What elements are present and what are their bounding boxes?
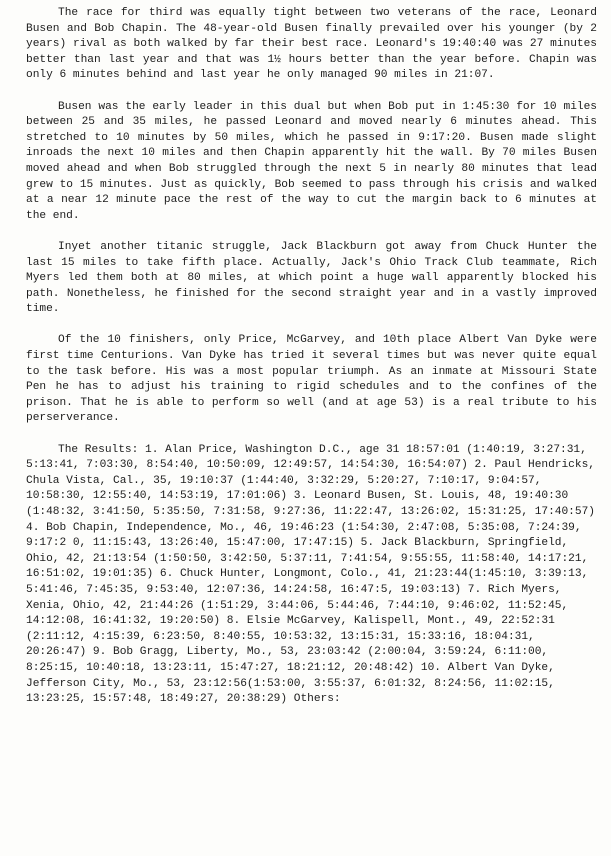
paragraph-third-place-race: The race for third was equally tight between two veterans of the race, Leonard Busen and Bob Chapin. The 48-year-old Busen finally prevailed over his younger (by 2 years) rival as both walked by far their best race. Leonard's 19:40:40 was 27 minutes better than last year and that was 1½ hours better than the year before. Chapin was only 6 minutes behind and last year he only managed 90 miles in 21:07. — [26, 7, 597, 82]
paragraph-blackburn-hunter: Inyet another titanic struggle, Jack Blackburn got away from Chuck Hunter the last 15 miles to take fifth place. Actually, Jack's Ohio Track Club teammate, Rich Myers led them both at 80 miles, at which point a huge wall apparently blocked his path. Nonetheless, he finished for the second straight year and in a vastly improved time. — [26, 240, 597, 316]
paragraph-results: The Results: 1. Alan Price, Washington D.C., age 31 18:57:01 (1:40:19, 3:27:31, 5:13:41, 7:03:30, 8:54:40, 10:50:09, 12:49:57, 14:54:30, 16:54:07) 2. Paul Hendricks, Chula Vista, Cal., 35, 19:10:37 (1:44:40, 3:32:29, 5:20:27, 7:10:17, 9:04:57, 10:58:30, 12:55:40, 14:53:19, 17:01:06) 3. Leonard Busen, St. Louis, 48, 19:40:30 (1:48:32, 3:41:50, 5:35:50, 7:31:58, 9:27:36, 11:22:47, 13:26:02, 15:31:25, 17:40:57) 4. Bob Chapin, Independence, Mo., 46, 19:46:23 (1:54:30, 2:47:08, 5:35:08, 7:24:39, 9:17:2 0, 11:15:43, 13:26:40, 15:47:00, 17:47:15) 5. Jack Blackburn, Springfield, Ohio, 42, 21:13:54 (1:50:50, 3:42:50, 5:37:11, 7:41:54, 9:55:55, 11:58:40, 14:17:21, 16:51:02, 19:01:35) 6. Chuck Hunter, Longmont, Colo., 41, 21:23:44(1:45:10, 3:39:13, 5:41:46, 7:45:35, 9:53:40, 12:07:36, 14:24:58, 16:47:5, 19:03:13) 7. Rich Myers, Xenia, Ohio, 42, 21:44:26 (1:51:29, 3:44:06, 5:44:46, 7:44:10, 9:46:02, 11:52:45, 14:12:08, 16:41:32, 19:20:50) 8. Elsie McGarvey, Kalispell, Mont., 49, 22:52:31 (2:11:12, 4:15:39, 6:23:50, 8:40:55, 10:53:32, 13:15:31, 15:33:16, 18:04:31, 20:26:47) 9. Bob Gragg, Liberty, Mo., 53, 23:03:42 (2:00:04, 3:59:24, 6:11:00, 8:25:15, 10:40:18, 13:23:11, 15:47:27, 18:21:12, 20:48:42) 10. Albert Van Dyke, Jefferson City, Mo., 53, 23:12:56(1:53:00, 3:55:37, 6:01:32, 8:24:56, 11:02:15, 13:23:25, 15:57:48, 18:49:27, 20:38:29) Others: — [26, 443, 595, 706]
paragraph-first-time-centurions: Of the 10 finishers, only Price, McGarvey, and 10th place Albert Van Dyke were first time Centurions. Van Dyke has tried it several times but was never quite equal to the task before. His was a most popular triumph. As an inmate at Missouri State Pen he has to adjust his training to rigid schedules and to the confines of the prison. That he is able to perform so well (and at age 53) is a real tribute to his perserverance. — [26, 334, 597, 425]
paragraph-busen-chapin-dual: Busen was the early leader in this dual but when Bob put in 1:45:30 for 10 miles between 25 and 35 miles, he passed Leonard and moved nearly 6 minutes ahead. This stretched to 10 minutes by 50 miles, which he passed in 9:17:20. Busen made slight inroads the next 10 miles and then Chapin apparently hit the wall. By 70 miles Busen moved ahead and when Bob struggled through the next 5 in nearly 80 minutes that lead grew to 15 minutes. Just as quickly, Bob seemed to pass through his crisis and walked at a near 12 minute pace the rest of the way to cut the margin back to 6 minutes at the end. — [26, 100, 597, 222]
